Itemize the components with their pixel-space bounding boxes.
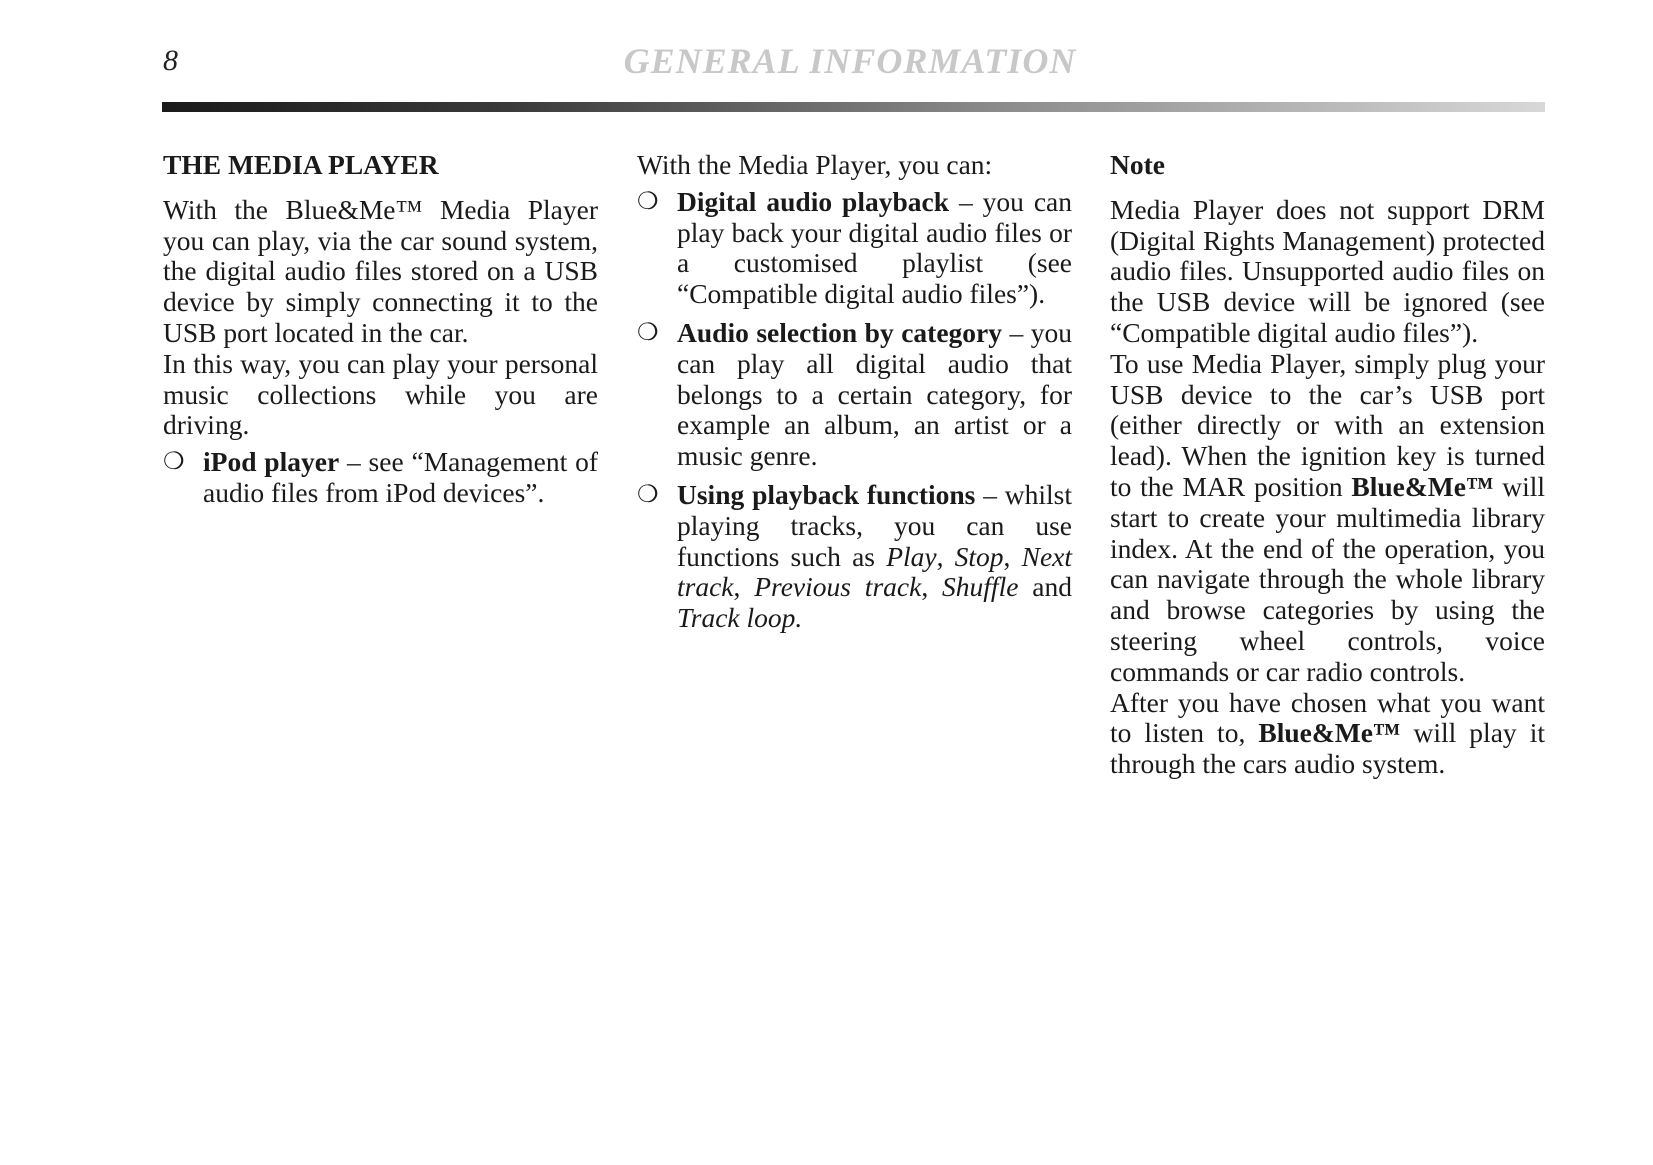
- separator: ,: [733, 571, 755, 603]
- separator: ,: [921, 571, 943, 603]
- brand-name: Blue&Me™: [1351, 470, 1494, 502]
- bullet-ipod-player: [163, 447, 598, 509]
- bullet-term: Digital audio playback: [677, 185, 950, 217]
- column-capabilities: [637, 150, 1072, 642]
- bullet-digital-audio-playback: [637, 187, 1072, 310]
- bullet-using-playback-functions: [637, 480, 1072, 634]
- function-track-loop: Track loop.: [677, 602, 803, 634]
- bullet-text: – whilst playing tracks, you can use functions such as: [677, 478, 1072, 572]
- brand-name: Blue&Me™: [1258, 717, 1401, 749]
- header-rule: [162, 102, 1545, 112]
- function-shuffle: Shuffle: [942, 571, 1019, 603]
- circle-bullet-icon: ❍: [637, 188, 659, 215]
- media-player-paragraph-1: With the Blue&Me™ Media Player you can play, via the car sound system, the digital audio files stored on a USB device by simply connecting it to the USB port located in the car.: [163, 193, 598, 348]
- function-play: Play: [886, 540, 937, 572]
- bullet-text: – you can play all digital audio that belongs to a certain category, for example an album, an artist or a music genre.: [677, 316, 1072, 472]
- bullet-audio-selection-by-category: [637, 318, 1072, 472]
- function-stop: Stop: [954, 540, 1004, 572]
- note-text: After you have chosen what you want to listen to,: [1110, 686, 1545, 749]
- note-text: will play it through the cars audio system.: [1110, 717, 1545, 780]
- note-paragraph-2: [1110, 349, 1545, 688]
- bullet-term: iPod player: [203, 446, 340, 478]
- bullet-term: Using playback functions: [677, 478, 976, 510]
- page-number: 8: [163, 44, 178, 77]
- note-text: To use Media Player, simply plug your USB device to the car’s USB port (either directly or with an extension lead). When the ignition key is turned to the MAR position: [1110, 347, 1545, 502]
- separator: ,: [1003, 540, 1022, 572]
- capabilities-intro: With the Media Player, you can:: [637, 149, 993, 180]
- note-paragraph-3: [1110, 688, 1545, 780]
- bullet-term: Audio selection by category: [677, 316, 1002, 348]
- function-next-track: Next track: [677, 540, 1073, 603]
- note-paragraph-1: Media Player does not support DRM (Digital Rights Management) protected audio files. Unsupported audio files on the USB device will be ignored (see “Compatible digital audio files”).: [1110, 193, 1545, 348]
- media-player-heading: THE MEDIA PLAYER: [163, 149, 439, 180]
- capabilities-bullet-list: [637, 187, 1072, 634]
- function-previous-track: Previous track: [754, 571, 922, 603]
- note-text: will start to create your multimedia library index. At the end of the operation, you can navigate through the whole library and browse categories by using the steering wheel controls, voice commands or car radio controls.: [1110, 470, 1546, 687]
- circle-bullet-icon: ❍: [637, 319, 659, 346]
- section-title: GENERAL INFORMATION: [623, 41, 1077, 81]
- and-word: and: [1018, 571, 1072, 603]
- note-heading: Note: [1110, 149, 1165, 180]
- media-player-paragraph-2: In this way, you can play your personal music collections while you are driving.: [163, 347, 598, 441]
- column-media-player: [163, 150, 598, 517]
- bullet-text: – see “Management of audio files from iPod devices”.: [203, 446, 598, 508]
- bullet-text: – you can play back your digital audio files or a customised playlist (see “Compatible digital audio files”).: [677, 185, 1072, 310]
- circle-bullet-icon: ❍: [637, 481, 659, 508]
- separator: ,: [936, 540, 955, 572]
- circle-bullet-icon: ❍: [163, 449, 185, 476]
- media-player-bullet-list: [163, 447, 598, 509]
- column-note: [1110, 150, 1545, 780]
